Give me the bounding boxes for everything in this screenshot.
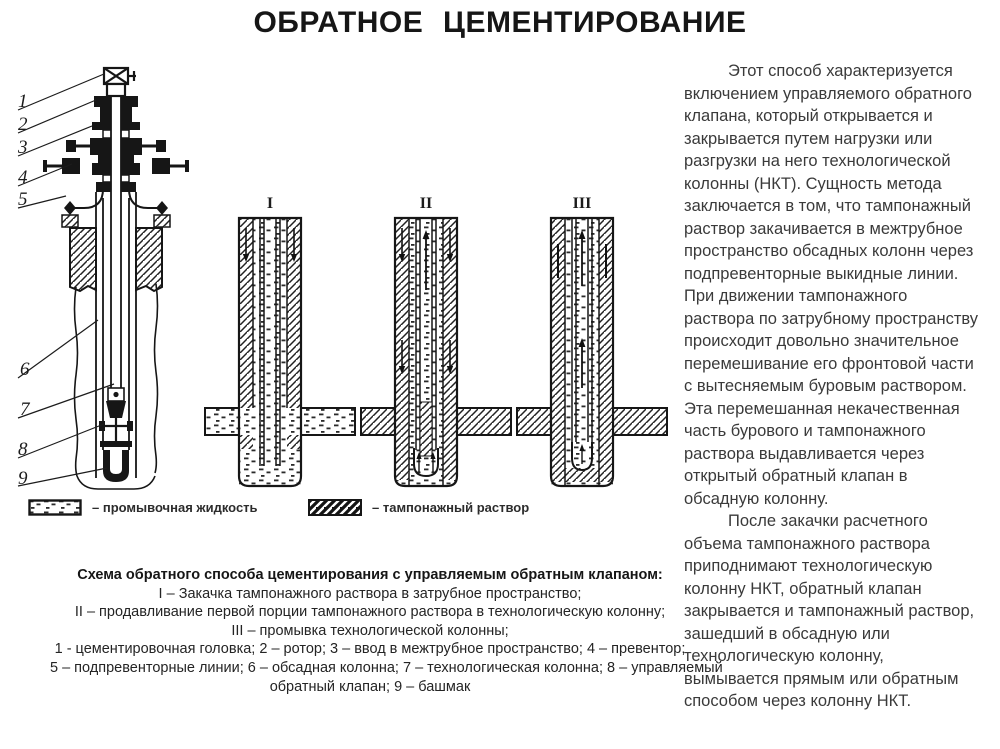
outlet-valve-right [156,201,168,215]
legend [0,499,680,523]
callout-2: 2 [18,114,28,135]
legend-cement-label: – тампонажный раствор [372,500,530,515]
stage-3-diagram [517,195,667,486]
legend-item-flushing-fluid [28,499,258,516]
valve-lug-right [127,421,133,431]
check-valve-body [106,401,126,418]
caption-line: обратный клапан; 9 – башмак [269,678,471,695]
outlet-valve-left [64,201,76,215]
callout-9: 9 [18,468,28,489]
shoe [103,450,129,482]
caption-line: III – промывка технологической колонны; [231,622,509,639]
ground-block-right [136,228,162,291]
caption-heading: Схема обратного способа цементирования с управляемым обратным клапаном: [77,567,663,583]
stage-1-diagram [205,195,355,486]
legend-item-cement-slurry [308,499,529,516]
description-paragraph-2: После закачки расчетного объема тампонажного раствора приподнимают технологическую колонну НКТ, обратный клапан закрывается и тампонажный раствор, зашедший в обсадную или технологическую колонну, вымывается прямым или обратным способом через колонну НКТ. [684,512,975,710]
page-title: ОБРАТНОЕ ЦЕМЕНТИРОВАНИЕ [253,6,747,39]
wellhead-diagram [10,58,220,498]
caption-line: I – Закачка тампонажного раствора в затрубное пространство; [158,585,582,602]
callout-6: 6 [20,359,30,380]
tubing-column [111,82,121,388]
valve-plate [100,441,132,447]
stage-1-label: I [266,195,274,212]
stage-2-diagram [361,195,511,486]
cement-slug-in-column [420,402,432,456]
callout-3: 3 [18,137,28,158]
callout-numbers [17,91,31,489]
flushing-fluid-swatch [28,499,82,516]
caption-line: 1 - цементировочная головка; 2 – ротор; 3 – ввод в межтрубное пространство; 4 – превентор; [54,641,686,658]
caption-line: 5 – подпревенторные линии; 6 – обсадная колонна; 7 – технологическая колонна; 8 – управляемый [50,659,723,676]
cementing-head [104,68,136,96]
callout-7: 7 [20,399,30,420]
stage-2-label: II [419,195,433,212]
description-paragraph-1: Этот способ характеризуется включением управляемого обратного клапана, который открывается и закрывается путем нагрузки или разгрузки на него технологической колонны (НКТ). Сущность метода заключается в том, что тампонажный раствор закачивается в межтрубное пространство обсадных колонн через подпревенторные выкидные линии. При движении тампонажного раствора по затрубному пространству происходит довольно значительное перемешивание его фронтовой части с вытесняемым буровым раствором. Эта перемешанная некачественная часть бурового и тампонажного раствора выдавливается через открытый обратный клапан в обсадную колонну. [684,62,979,508]
valve-stem [102,418,130,442]
stage-diagrams [198,192,678,498]
callout-5: 5 [18,189,28,210]
cement-slurry-swatch [308,499,362,516]
anchor-block-right [154,215,170,227]
ground-block-left [70,228,96,291]
caption-line: II – продавливание первой порции тампонажного раствора в технологическую колонну; [74,604,666,621]
description-text [684,60,982,713]
callout-4: 4 [18,167,28,188]
callout-8: 8 [18,439,28,460]
valve-ball [113,392,118,397]
figure-caption [50,566,723,696]
legend-flushing-label: – промывочная жидкость [92,500,258,515]
stage-3-label: III [572,195,592,212]
anchor-block-left [62,215,78,227]
callout-1: 1 [18,91,28,112]
